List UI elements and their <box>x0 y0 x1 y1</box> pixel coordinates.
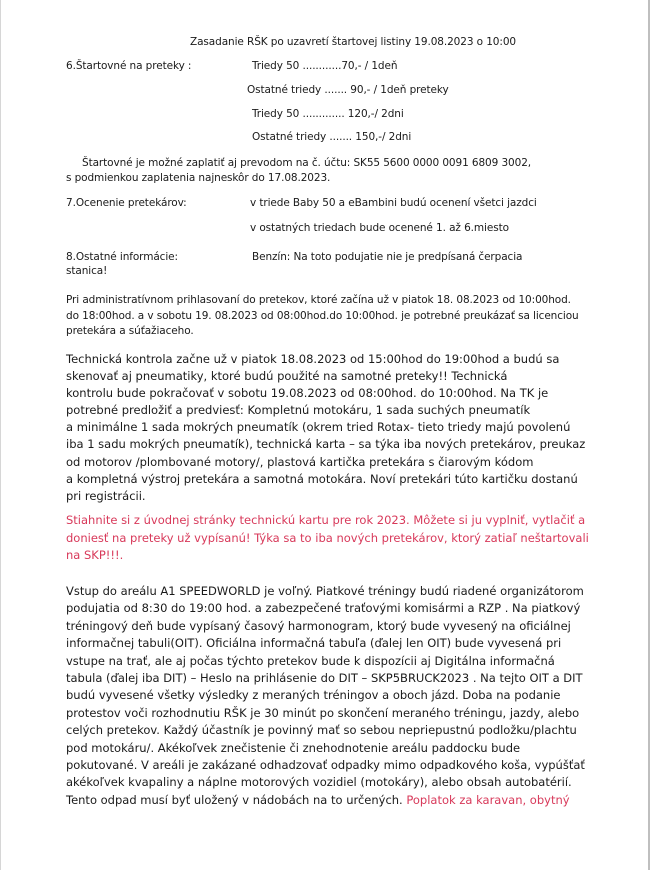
page-left-edge <box>0 0 1 870</box>
tech-line: iba 1 sadu mokrých pneumatík), technická karta – sa týka iba nových pretekárov, preukaz <box>66 437 586 452</box>
venue-line: pod motokáru/. Akékoľvek znečistenie či znehodnotenie areálu paddocku bude <box>66 740 521 755</box>
notice-line: Stiahnite si z úvodnej stránky technickú kartu pre rok 2023. Môžete si ju vyplniť, vytlačiť a <box>66 513 586 527</box>
caravan-fee-text: Poplatok za karavan, obytný <box>402 792 570 807</box>
tech-line: a minimálne 1 sada mokrých pneumatík (okrem tried Rotax- tieto triedy majú povolenú <box>66 420 571 435</box>
venue-line-last <box>66 792 585 809</box>
tech-line: a kompletná výstroj pretekára a samotná motokára. Noví pretekári túto kartičku dostanú <box>66 471 578 486</box>
other-info-label-cont: stanica! <box>66 265 108 277</box>
venue-line: protestov voči rozhodnutiu RŠK je 30 minút po skončení meraného tréningu, jazdy, alebo <box>66 705 580 720</box>
awards-line: v ostatných triedach bude ocenené 1. až 6.miesto <box>250 222 509 234</box>
notice-line: doniesť na preteky už vypísanú! Týka sa to iba nových pretekárov, ktorý zatiaľ neštartovali <box>66 530 589 545</box>
tech-line: potrebné predložiť a predviesť: Kompletnú motokáru, 1 sada suchých pneumatík <box>66 403 531 418</box>
tech-line: pri registrácii. <box>66 488 146 503</box>
admin-line: do 18:00hod. a v sobotu 19. 08.2023 od 08:00hod.do 10:00hod. je potrebné preukázať sa licenciou <box>66 309 579 322</box>
venue-line: informačnej tabuli(OIT). Oficiálna informačná tabuľa (ďalej len OIT) bude vyvesená pri <box>66 636 562 651</box>
admin-paragraph <box>66 293 579 340</box>
tech-line: skenovať aj pneumatiky, ktoré budú použité na samotné preteky!! Technická <box>66 369 508 384</box>
fee-row: Ostatné triedy ....... 90,- / 1deň preteky <box>247 84 449 96</box>
tech-card-notice <box>66 512 589 565</box>
other-info-label: 8.Ostatné informácie: <box>66 251 178 263</box>
fee-row: Triedy 50 ............. 120,-/ 2dni <box>252 108 404 120</box>
tech-line: od motorov /plombované motory/, plastová kartička pretekára s čiarovým kódom <box>66 454 534 469</box>
fuel-note: Benzín: Na toto podujatie nie je predpísaná čerpacia <box>252 251 523 263</box>
admin-line: pretekára a súťažiaceho. <box>66 325 194 337</box>
venue-line: vstupe na trať, ale aj počas týchto pretekov bude k dispozícii aj Digitálna informačná <box>66 653 555 668</box>
awards-label: 7.Ocenenie pretekárov: <box>66 197 187 209</box>
venue-line: pokutované. V areáli je zakázané odhadzovať odpadky mimo odpadkového koša, vypúšťať <box>66 758 585 773</box>
notice-line: na SKP!!!. <box>66 548 124 562</box>
tech-inspection-paragraph <box>66 351 585 505</box>
fee-payment-note: s podmienkou zaplatenia najneskôr do 17.08.2023. <box>66 172 331 184</box>
fees-label: 6.Štartovné na preteky : <box>66 60 192 72</box>
fee-payment-note: Štartovné je možné zaplatiť aj prevodom na č. účtu: SK55 5600 0000 0091 6809 3002, <box>82 157 532 169</box>
awards-line: v triede Baby 50 a eBambini budú ocenení všetci jazdci <box>250 197 537 209</box>
venue-waste-text: Tento odpad musí byť uložený v nádobách na to určených. <box>66 792 403 807</box>
document-title: Zasadanie RŠK po uzavretí štartovej listiny 19.08.2023 o 10:00 <box>190 36 516 48</box>
fee-row: Ostatné triedy ....... 150,-/ 2dni <box>252 131 412 143</box>
fee-row: Triedy 50 ............70,- / 1deň <box>252 60 398 72</box>
venue-line: tréningový deň bude vypísaný časový harmonogram, ktorý bude vyvesený na oficiálnej <box>66 618 571 633</box>
venue-line: akékoľvek kvapaliny a náplne motorových vozidiel (motokáry), alebo obsah autobatérií. <box>66 775 572 790</box>
venue-line: Vstup do areálu A1 SPEEDWORLD je voľný. Piatkové tréningy budú riadené organizátorom <box>66 584 584 598</box>
venue-line: podujatia od 8:30 do 19:00 hod. a zabezpečené traťovými komisármi a RZP . Na piatkový <box>66 601 581 616</box>
venue-line: celých pretekov. Každý účastník je povinný mať so sebou nepriepustnú podložku/plachtu <box>66 723 577 738</box>
tech-line: kontrolu bude pokračovať v sobotu 19.08.2023 od 08:00hod. do 10:00hod. Na TK je <box>66 386 549 401</box>
tech-line: Technická kontrola začne už v piatok 18.08.2023 od 15:00hod do 19:00hod a budú sa <box>66 352 560 366</box>
venue-paragraph <box>66 583 585 809</box>
venue-line: budú vyvesené všetky výsledky z meraných tréningov a oboch jázd. Doba na podanie <box>66 688 561 703</box>
venue-line: tabula (ďalej iba DIT) – Heslo na prihlásenie do DIT – SKP5BRUCK2023 . Na tejto OIT a DIT <box>66 671 583 686</box>
admin-line: Pri administratívnom prihlasovaní do pretekov, ktoré začína už v piatok 18. 08.2023 od 10:00hod. <box>66 294 571 306</box>
